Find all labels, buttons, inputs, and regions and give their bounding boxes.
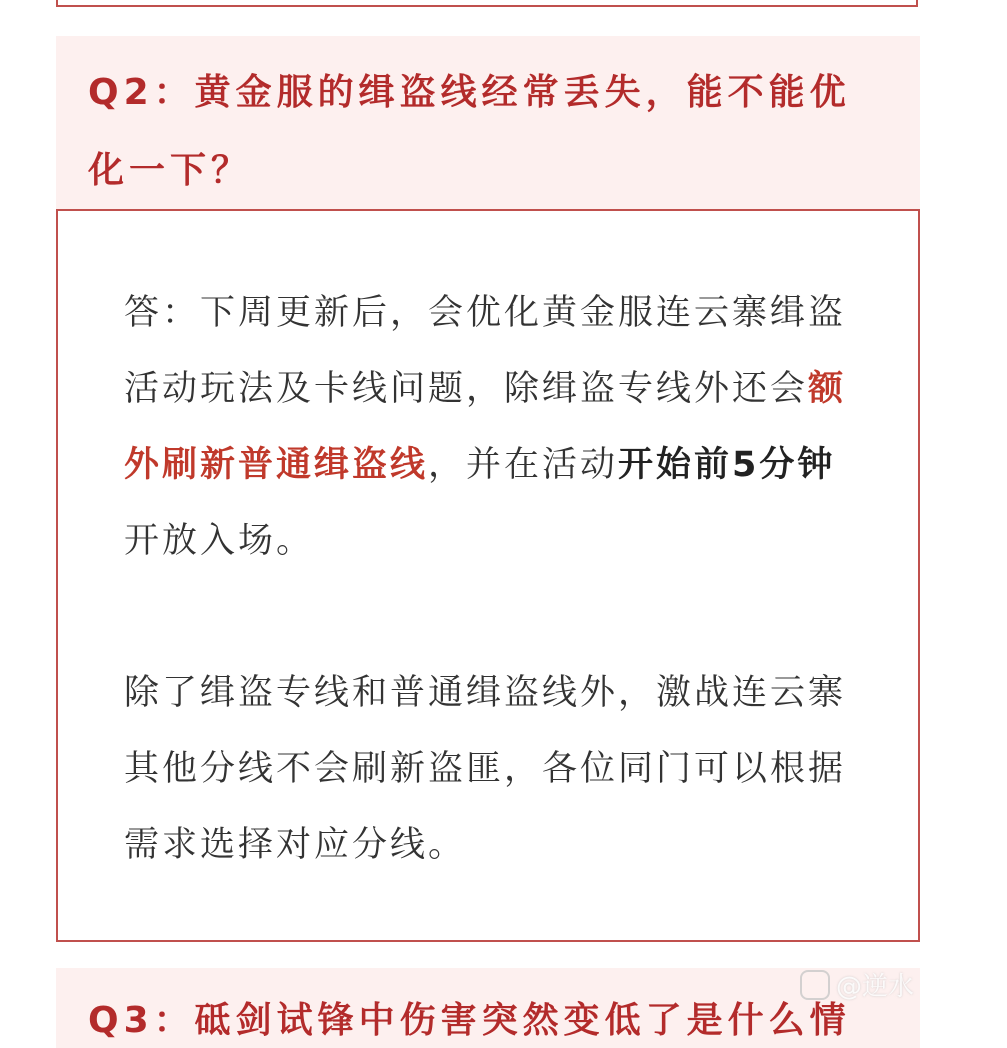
question-title: Q2：黄金服的缉盗线经常丢失，能不能优化一下？	[88, 72, 851, 191]
answer-box	[56, 209, 920, 942]
answer-text: ，并在活动	[428, 445, 619, 485]
previous-answer-box	[56, 0, 918, 7]
bold-text: 开始前5分钟	[618, 445, 836, 485]
highlight-text: 额外刷新普通缉盗线	[124, 369, 847, 485]
answer-body	[124, 275, 864, 883]
next-question-header	[56, 968, 920, 1048]
watermark-text: @逆水	[836, 972, 915, 1002]
answer-text: 答：下周更新后，会优化黄金服连云寨缉盗活动玩法及卡线问题，除缉盗专线外还会	[124, 293, 847, 409]
watermark	[800, 966, 914, 1003]
answer-text: 开放入场。	[124, 521, 315, 561]
answer-paragraph-2: 除了缉盗专线和普通缉盗线外，激战连云寨其他分线不会刷新盗匪，各位同门可以根据需求选择对应分线。	[124, 673, 847, 865]
next-question-title: Q3：砥剑试锋中伤害突然变低了是什么情	[88, 1000, 851, 1041]
watermark-logo-icon	[800, 970, 830, 1000]
question-header	[56, 36, 920, 210]
answer-paragraph-1	[124, 275, 864, 579]
